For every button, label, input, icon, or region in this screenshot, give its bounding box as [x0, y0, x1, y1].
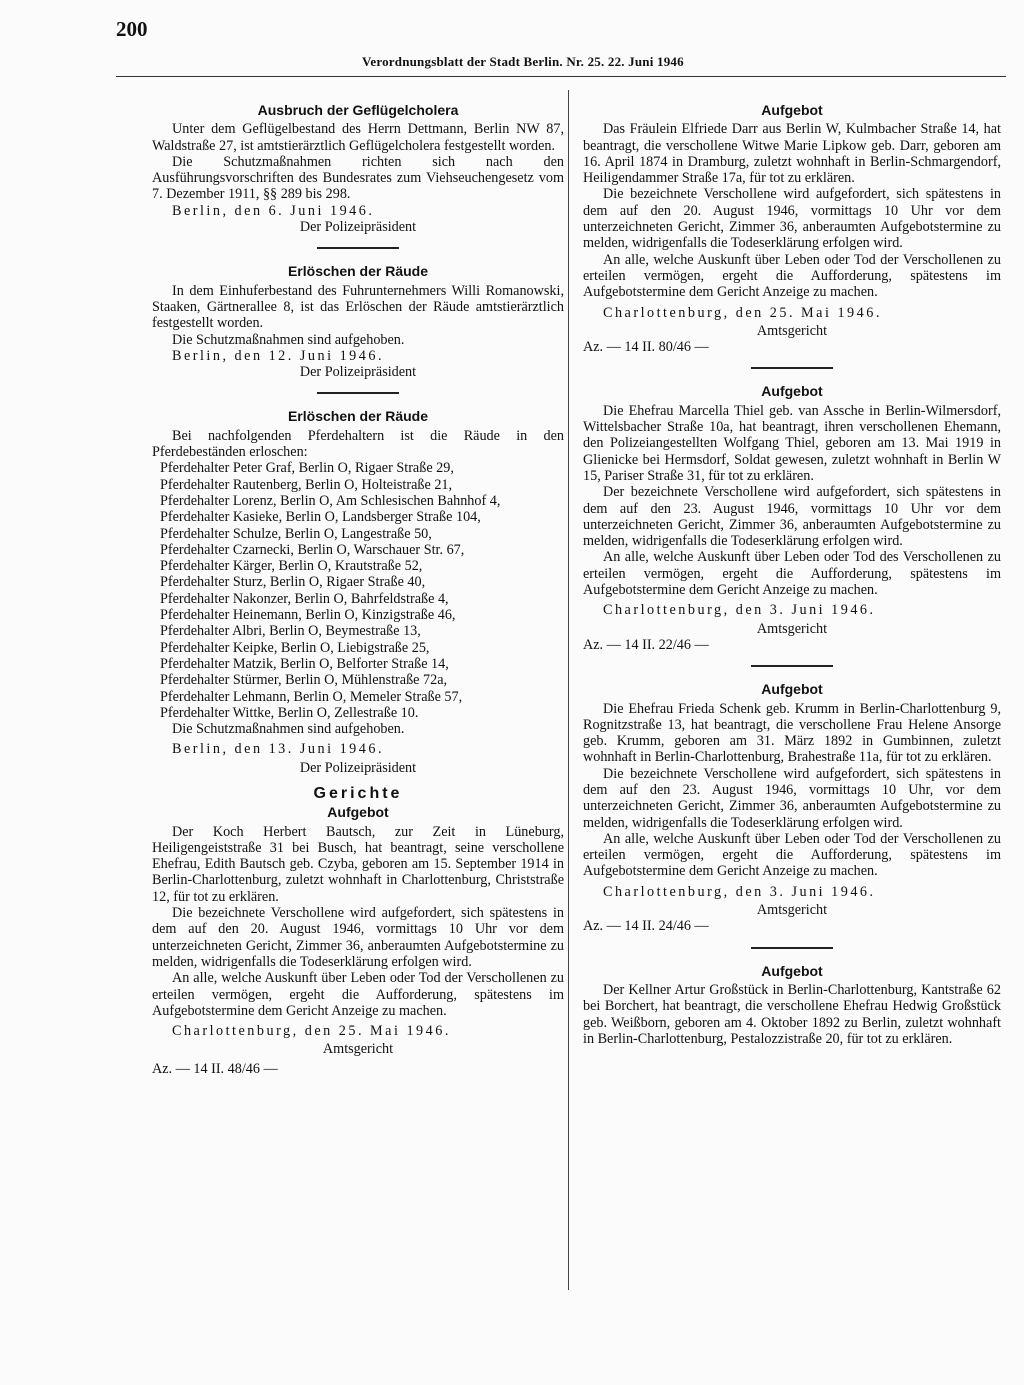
list-item: Pferdehalter Heinemann, Berlin O, Kinzigstraße 46,	[160, 607, 456, 624]
court-notice-bautsch	[152, 786, 564, 1077]
list-item: Pferdehalter Albri, Berlin O, Beymestraße 13,	[160, 623, 421, 640]
notice-paragraph: Die Ehefrau Frieda Schenk geb. Krumm in Berlin-Charlottenburg 9, Rognitzstraße 13, hat beantragt, die verschollene Frau Helene Ansorge geb. Krumm, geboren am 31. März 1892 in Gumbinnen, zuletzt wohnhaft in Berlin-Charlottenburg, Brahestraße 11a, für tot zu erklären.	[583, 700, 1001, 766]
notice-paragraph: An alle, welche Auskunft über Leben oder Tod der Verschollenen zu erteilen vermögen, ergeht die Aufforderung, spätestens im Aufgebotstermine dem Gericht Anzeige zu machen.	[583, 251, 1001, 301]
section-separator	[751, 665, 833, 667]
notice-place-date: Berlin, den 12. Juni 1946.	[172, 347, 384, 364]
horse-owner-list	[152, 460, 564, 721]
notice-paragraph: An alle, welche Auskunft über Leben oder Tod des Verschollenen zu erteilen vermögen, ergeht die Aufforderung, spätestens im Aufgebotstermine dem Gericht Anzeige zu machen.	[583, 549, 1001, 599]
notice-paragraph: An alle, welche Auskunft über Leben oder Tod der Verschollenen zu erteilen vermögen, ergeht die Aufforderung, spätestens im Aufgebotstermine dem Gericht Anzeige zu machen.	[152, 970, 564, 1019]
notice-raeude-1	[152, 263, 564, 380]
column-divider	[568, 90, 569, 1290]
list-item: Pferdehalter Schulze, Berlin O, Langestraße 50,	[160, 525, 432, 542]
section-separator	[751, 947, 833, 949]
section-heading-gerichte: Gerichte	[313, 784, 403, 802]
notice-signature: Der Polizeipräsident	[299, 364, 417, 381]
notice-gefluegelcholera	[152, 102, 564, 235]
section-separator	[317, 247, 399, 249]
notice-title: Aufgebot	[327, 804, 389, 821]
file-reference: Az. — 14 II. 24/46 —	[583, 918, 709, 935]
notice-title: Aufgebot	[761, 383, 823, 400]
header-rule	[116, 76, 1006, 77]
notice-paragraph: Die Schutzmaßnahmen sind aufgehoben.	[172, 721, 405, 738]
court-notice-darr	[583, 102, 1001, 355]
notice-title: Aufgebot	[761, 102, 823, 118]
file-reference: Az. — 14 II. 80/46 —	[583, 339, 709, 356]
section-separator	[317, 392, 399, 394]
file-reference: Az. — 14 II. 48/46 —	[152, 1060, 278, 1077]
notice-paragraph: Der Kellner Artur Großstück in Berlin-Charlottenburg, Kantstraße 62 bei Borchert, hat beantragt, die verschollene Ehefrau Hedwig Großstück geb. Weißborn, geboren am 4. Oktober 1892 zu Berlin, zuletzt wohnhaft in Berlin-Charlottenburg, Pestalozzistraße 20, für tot zu erklären.	[583, 981, 1001, 1047]
section-separator	[751, 367, 833, 369]
list-item: Pferdehalter Lorenz, Berlin O, Am Schlesischen Bahnhof 4,	[160, 492, 501, 509]
list-item: Pferdehalter Kasieke, Berlin O, Landsberger Straße 104,	[160, 509, 481, 526]
notice-place-date: Charlottenburg, den 25. Mai 1946.	[172, 1023, 451, 1040]
notice-place-date: Berlin, den 13. Juni 1946.	[172, 741, 384, 758]
notice-title: Aufgebot	[761, 681, 823, 698]
list-item: Pferdehalter Sturz, Berlin O, Rigaer Straße 40,	[160, 574, 426, 591]
notice-paragraph: Der Koch Herbert Bautsch, zur Zeit in Lüneburg, Heiligengeiststraße 31 bei Busch, hat beantragt, seine verschollene Ehefrau, Edith Bautsch geb. Czyba, geboren am 15. September 1914 in Berlin-Charlottenburg, zuletzt wohnhaft in Charlottenburg, Christstraße 12, für tot zu erklären.	[152, 823, 564, 905]
court-notice-ansorge	[583, 681, 1001, 934]
notice-paragraph: Das Fräulein Elfriede Darr aus Berlin W, Kulmbacher Straße 14, hat beantragt, die verschollene Witwe Marie Lipkow geb. Darr, geboren am 16. April 1874 in Dramburg, zuletzt wohnhaft in Berlin-Schmargendorf, Heiligendammer Straße 17a, für tot zu erklären.	[583, 121, 1001, 187]
notice-place-date: Charlottenburg, den 3. Juni 1946.	[603, 883, 876, 900]
notice-paragraph: Die bezeichnete Verschollene wird aufgefordert, sich spätestens in dem auf den 23. August 1946, vormittags 10 Uhr, vor dem unterzeichneten Gericht, Zimmer 36, anberaumten Aufgebotstermine zu melden, widrigenfalls die Todeserklärung erfolgen wird.	[583, 765, 1001, 831]
list-item: Pferdehalter Matzik, Berlin O, Belforter Straße 14,	[160, 655, 449, 672]
notice-paragraph: Bei nachfolgenden Pferdehaltern ist die Räude in den Pferdebeständen erloschen:	[152, 427, 564, 461]
court-notice-thiel	[583, 383, 1001, 653]
notice-place-date: Charlottenburg, den 3. Juni 1946.	[603, 602, 876, 619]
list-item: Pferdehalter Lehmann, Berlin O, Memeler Straße 57,	[160, 688, 463, 705]
list-item: Pferdehalter Stürmer, Berlin O, Mühlenstraße 72a,	[160, 672, 448, 689]
notice-signature: Amtsgericht	[756, 322, 828, 339]
notice-signature: Der Polizeipräsident	[299, 759, 417, 776]
list-item: Pferdehalter Nakonzer, Berlin O, Bahrfeldstraße 4,	[160, 590, 449, 607]
left-column	[152, 102, 564, 1081]
list-item: Pferdehalter Kärger, Berlin O, Krautstraße 52,	[160, 558, 423, 575]
notice-paragraph: Unter dem Geflügelbestand des Herrn Dettmann, Berlin NW 87, Waldstraße 27, ist amtstierärztlich Geflügelcholera festgestellt worden.	[152, 121, 564, 154]
notice-paragraph: Die Schutzmaßnahmen sind aufgehoben.	[172, 331, 405, 348]
notice-raeude-2	[152, 408, 564, 776]
file-reference: Az. — 14 II. 22/46 —	[583, 636, 709, 653]
notice-place-date: Berlin, den 6. Juni 1946.	[172, 202, 375, 219]
court-notice-grossstueck	[583, 963, 1001, 1047]
notice-paragraph: Die Ehefrau Marcella Thiel geb. van Assche in Berlin-Wilmersdorf, Wittelsbacher Straße 10a, hat beantragt, ihren verschollenen Ehemann, den Polizeiangestellten Wolfgang Thiel, geboren am 13. Mai 1919 in Glienicke bei Hermsdorf, Soldat gewesen, zuletzt wohnhaft in Berlin W 15, Pariser Straße 31, für tot zu erklären.	[583, 402, 1001, 484]
notice-title: Aufgebot	[761, 962, 823, 979]
notice-paragraph: Die Schutzmaßnahmen richten sich nach den Ausführungsvorschriften des Bundesrates zum Viehseuchengesetz vom 7. Dezember 1911, §§ 289 bis 298.	[152, 153, 564, 203]
notice-title: Erlöschen der Räude	[287, 408, 429, 425]
list-item: Pferdehalter Czarnecki, Berlin O, Warschauer Str. 67,	[160, 541, 465, 558]
notice-paragraph: Der bezeichnete Verschollene wird aufgefordert, sich spätestens in dem auf den 23. August 1946, vormittags 10 Uhr vor dem unterzeichneten Gericht, Zimmer 36, anberaumten Aufgebotstermine zu melden, widrigenfalls die Todeserklärung erfolgen wird.	[583, 484, 1001, 550]
list-item: Pferdehalter Peter Graf, Berlin O, Rigaer Straße 29,	[160, 460, 454, 477]
notice-signature: Amtsgericht	[756, 902, 828, 919]
notice-paragraph: An alle, welche Auskunft über Leben oder Tod der Verschollenen zu erteilen vermögen, ergeht die Aufforderung, spätestens im Aufgebotstermine dem Gericht Anzeige zu machen.	[583, 830, 1001, 880]
gazette-header-title: Verordnungsblatt der Stadt Berlin. Nr. 25. 22. Juni 1946	[362, 54, 684, 69]
notice-paragraph: In dem Einhuferbestand des Fuhrunternehmers Willi Romanowski, Staaken, Gärtnerallee 8, ist das Erlöschen der Räude amtstierärztlich festgestellt worden.	[152, 282, 564, 332]
notice-signature: Amtsgericht	[322, 1041, 394, 1058]
notice-paragraph: Die bezeichnete Verschollene wird aufgefordert, sich spätestens in dem auf den 20. August 1946, vormittags 10 Uhr vor dem unterzeichneten Gericht, Zimmer 36, anberaumten Aufgebotstermine zu melden, widrigenfalls die Todeserklärung erfolgen wird.	[583, 186, 1001, 252]
notice-title: Ausbruch der Geflügelcholera	[257, 102, 459, 118]
page-number: 200	[116, 17, 148, 41]
list-item: Pferdehalter Keipke, Berlin O, Liebigstraße 25,	[160, 639, 430, 656]
list-item: Pferdehalter Rautenberg, Berlin O, Holteistraße 21,	[160, 476, 453, 493]
notice-signature: Amtsgericht	[756, 620, 828, 637]
notice-signature: Der Polizeipräsident	[299, 219, 417, 236]
notice-title: Erlöschen der Räude	[287, 263, 429, 280]
right-column	[583, 102, 1001, 1051]
notice-paragraph: Die bezeichnete Verschollene wird aufgefordert, sich spätestens in dem auf den 20. August 1946, vormittags 10 Uhr vor dem unterzeichneten Gericht, Zimmer 36, anberaumten Aufgebotstermine zu melden, widrigenfalls die Todeserklärung erfolgen wird.	[152, 905, 564, 970]
notice-place-date: Charlottenburg, den 25. Mai 1946.	[603, 304, 882, 321]
list-item: Pferdehalter Wittke, Berlin O, Zellestraße 10.	[160, 704, 419, 721]
